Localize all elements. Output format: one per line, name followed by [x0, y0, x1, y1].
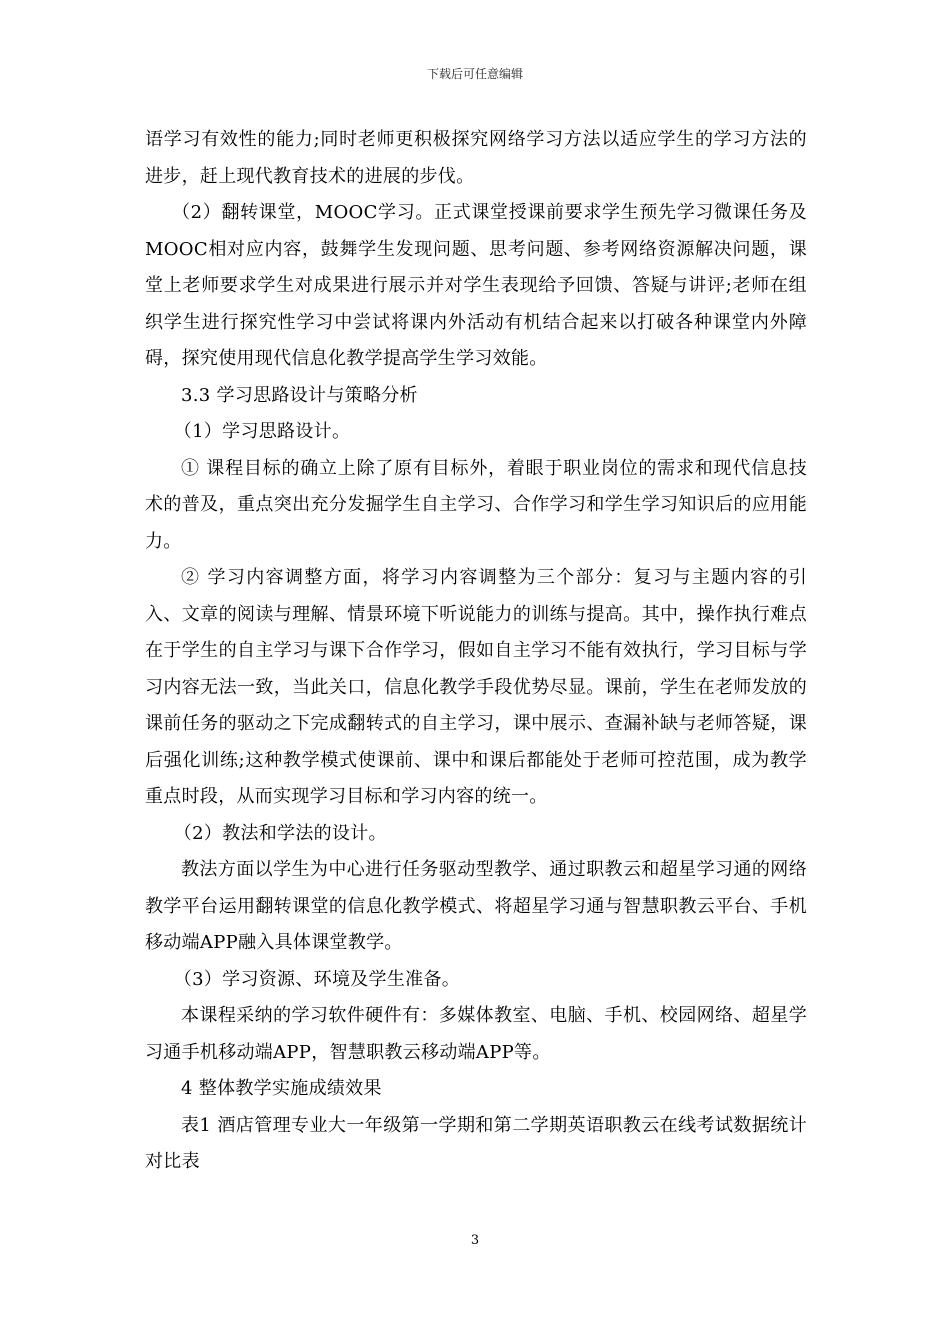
paragraph-course-goals: ① 课程目标的确立上除了原有目标外，着眼于职业岗位的需求和现代信息技术的普及，重点突出充分发掘学生自主学习、合作学习和学生学习知识后的应用能力。 [145, 457, 807, 552]
page-number: 3 [470, 1233, 480, 1248]
paragraph-teaching-methods: 教法方面以学生为中心进行任务驱动型教学、通过职教云和超星学习通的网络教学平台运用翻转课堂的信息化教学模式、将超星学习通与智慧职教云平台、手机移动端APP融入具体课堂教学。 [145, 859, 807, 953]
paragraph-flipped-classroom: （2）翻转课堂，MOOC学习。正式课堂授课前要求学生预先学习微课任务及MOOC相对应内容，鼓舞学生发现问题、思考问题、参考网络资源解决问题，课堂上老师要求学生对成果进行展示并对学生表现给予回馈、答疑与讲评;老师在组织学生进行探究性学习中尝试将课内外活动有机结合起来以打破各种课堂内外障碍，探究使用现代信息化教学提高学生学习效能。 [145, 202, 807, 369]
table-caption: 表1 酒店管理专业大一年级第一学期和第二学期英语职教云在线考试数据统计对比表 [145, 1114, 807, 1172]
paragraph-resources: 本课程采纳的学习软件硬件有：多媒体教室、电脑、手机、校园网络、超星学习通手机移动端APP，智慧职教云移动端APP等。 [145, 1005, 807, 1063]
section-heading-3-3: 3.3 学习思路设计与策略分析 [181, 384, 418, 406]
subheading-teaching-methods: （2）教法和学法的设计。 [173, 822, 387, 844]
subheading-learning-design: （1）学习思路设计。 [173, 421, 351, 442]
paragraph-continuation: 语学习有效性的能力;同时老师更积极探究网络学习方法以适应学生的学习方法的进步，赶上现代教育技术的进展的步伐。 [145, 129, 807, 187]
subheading-resources: （3）学习资源、环境及学生准备。 [173, 968, 461, 990]
document-body [145, 122, 807, 1181]
paragraph-content-adjustment: ② 学习内容调整方面，将学习内容调整为三个部分：复习与主题内容的引入、文章的阅读与理解、情景环境下听说能力的训练与提高。其中，操作执行难点在于学生的自主学习与课下合作学习，假如自主学习不能有效执行，学习目标与学习内容无法一致，当此关口，信息化教学手段优势尽显。课前，学生在老师发放的课前任务的驱动之下完成翻转式的自主学习，课中展示、查漏补缺与老师答疑，课后强化训练;这种教学模式使课前、课中和课后都能处于老师可控范围，成为教学重点时段，从而实现学习目标和学习内容的统一。 [145, 567, 807, 807]
section-heading-4: 4 整体教学实施成绩效果 [181, 1078, 382, 1099]
page-header: 下载后可任意编辑 [426, 67, 523, 81]
